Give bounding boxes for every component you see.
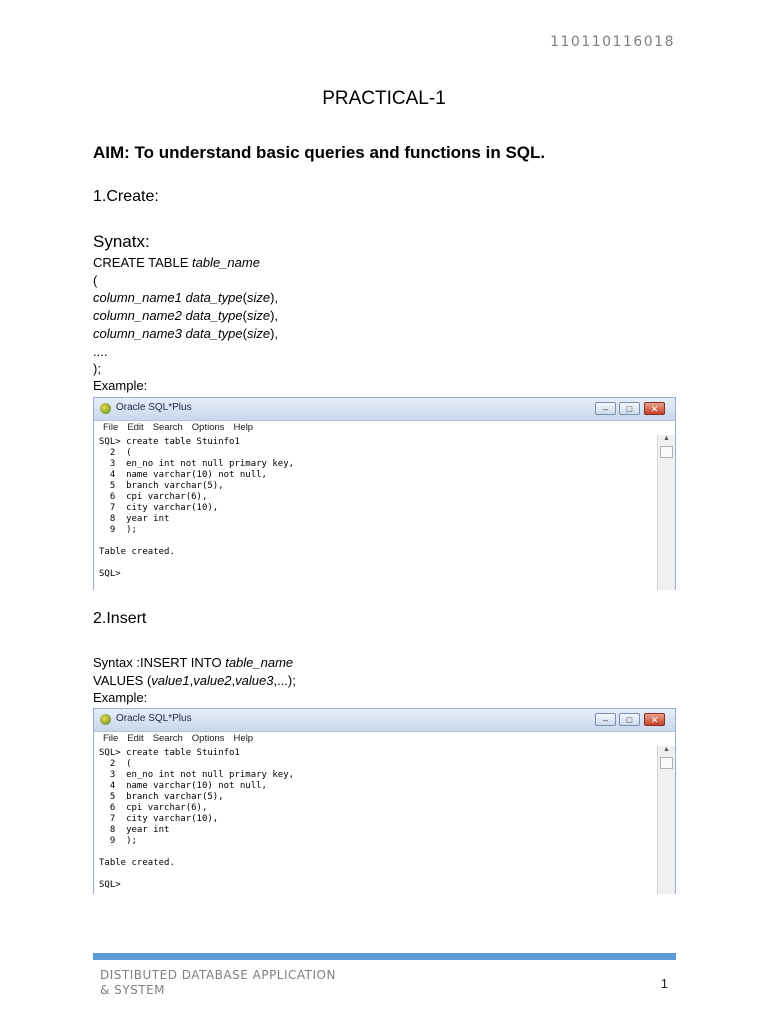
aim-statement: AIM: To understand basic queries and functions in SQL. [93, 143, 546, 162]
menu-file[interactable]: File [103, 422, 119, 433]
window-title: Oracle SQL*Plus [116, 713, 192, 724]
sqlplus-window-insert [93, 708, 676, 894]
create-syntax-line [93, 272, 97, 289]
window-titlebar [94, 709, 675, 731]
close-button[interactable]: ✕ [644, 402, 665, 415]
menu-file[interactable]: File [103, 733, 119, 744]
syntax-fragment: ); [93, 361, 101, 377]
vertical-scrollbar[interactable] [657, 746, 675, 894]
close-button[interactable]: ✕ [644, 713, 665, 726]
menu-help[interactable]: Help [233, 733, 254, 744]
oracle-app-icon [100, 714, 111, 725]
scroll-up-icon[interactable]: ▲ [663, 746, 670, 753]
syntax-fragment: ,...); [273, 672, 296, 688]
create-syntax-line [93, 325, 278, 342]
syntax-fragment: value1 [151, 672, 190, 688]
window-menubar [94, 420, 675, 435]
menu-options[interactable]: Options [191, 422, 225, 433]
section-heading-insert: 2.Insert [93, 610, 147, 627]
oracle-app-icon [100, 403, 111, 414]
syntax-fragment: value3 [235, 672, 274, 688]
menu-edit[interactable]: Edit [127, 422, 144, 433]
syntax-fragment: ( [93, 272, 98, 288]
console-output: SQL> create table Stuinfo1 2 ( 3 en_no int not null primary key, 4 name varchar(10) not null, 5 branch varchar(5), 6 cpi varchar(6), 7 city varchar(10), 8 year int 9 ); Table created. SQL> [99, 437, 295, 579]
menu-help[interactable]: Help [233, 422, 254, 433]
create-syntax-line [93, 360, 101, 377]
syntax-fragment: , [231, 672, 236, 688]
page-number: 1 [660, 976, 668, 991]
maximize-button[interactable]: □ [619, 402, 640, 415]
minimize-button[interactable]: – [595, 402, 616, 415]
syntax-fragment: size [246, 290, 271, 306]
syntax-fragment: ), [270, 308, 279, 324]
section-heading-create: 1.Create: [93, 188, 159, 205]
create-syntax-line [93, 343, 107, 360]
window-title: Oracle SQL*Plus [116, 402, 192, 413]
footer-accent-bar [93, 953, 676, 960]
page-title: PRACTICAL-1 [322, 88, 446, 109]
insert-syntax-line [93, 654, 293, 671]
insert-syntax-line [93, 672, 296, 689]
scroll-up-icon[interactable]: ▲ [663, 435, 670, 442]
sqlplus-window-create [93, 397, 676, 590]
menu-search[interactable]: Search [152, 422, 183, 433]
syntax-fragment: ( [242, 290, 247, 306]
window-titlebar [94, 398, 675, 420]
syntax-heading: Synatx: [93, 232, 150, 251]
console-output: SQL> create table Stuinfo1 2 ( 3 en_no int not null primary key, 4 name varchar(10) not null, 5 branch varchar(5), 6 cpi varchar(6), 7 city varchar(10), 8 year int 9 ); Table created. SQL> [99, 748, 295, 890]
create-syntax-line [93, 289, 278, 306]
create-syntax-line [93, 307, 278, 324]
syntax-fragment: column_name3 data_type [93, 325, 243, 341]
create-syntax-line [93, 254, 260, 271]
minimize-button[interactable]: – [595, 713, 616, 726]
syntax-fragment: column_name1 data_type [93, 290, 243, 306]
syntax-fragment: , [189, 672, 194, 688]
syntax-fragment: column_name2 data_type [93, 308, 243, 324]
syntax-fragment: ), [270, 290, 279, 306]
footer-course-title [100, 968, 336, 998]
menu-options[interactable]: Options [191, 733, 225, 744]
scroll-thumb[interactable] [660, 757, 673, 769]
menu-search[interactable]: Search [152, 733, 183, 744]
scroll-thumb[interactable] [660, 446, 673, 458]
sql-console[interactable] [94, 746, 675, 894]
footer-line-2: & SYSTEM [100, 983, 166, 997]
syntax-fragment: table_name [191, 255, 260, 270]
syntax-fragment: ), [270, 325, 279, 341]
window-menubar [94, 731, 675, 746]
footer-line-1: DISTIBUTED DATABASE APPLICATION [100, 968, 336, 982]
syntax-fragment: .... [93, 343, 108, 359]
syntax-fragment: size [246, 325, 271, 341]
document-id: 110110116018 [550, 34, 675, 50]
syntax-fragment: ( [242, 325, 247, 341]
syntax-fragment: table_name [225, 655, 294, 670]
syntax-fragment: size [246, 308, 271, 324]
syntax-fragment: VALUES ( [93, 672, 152, 688]
menu-edit[interactable]: Edit [127, 733, 144, 744]
example-label-create: Example: [93, 378, 148, 393]
syntax-fragment: ( [242, 308, 247, 324]
syntax-fragment: Syntax :INSERT INTO [93, 655, 226, 670]
sql-console[interactable] [94, 435, 675, 590]
maximize-button[interactable]: □ [619, 713, 640, 726]
syntax-fragment: CREATE TABLE [93, 255, 192, 270]
syntax-fragment: value2 [193, 672, 232, 688]
vertical-scrollbar[interactable] [657, 435, 675, 590]
example-label-insert: Example: [93, 690, 148, 705]
